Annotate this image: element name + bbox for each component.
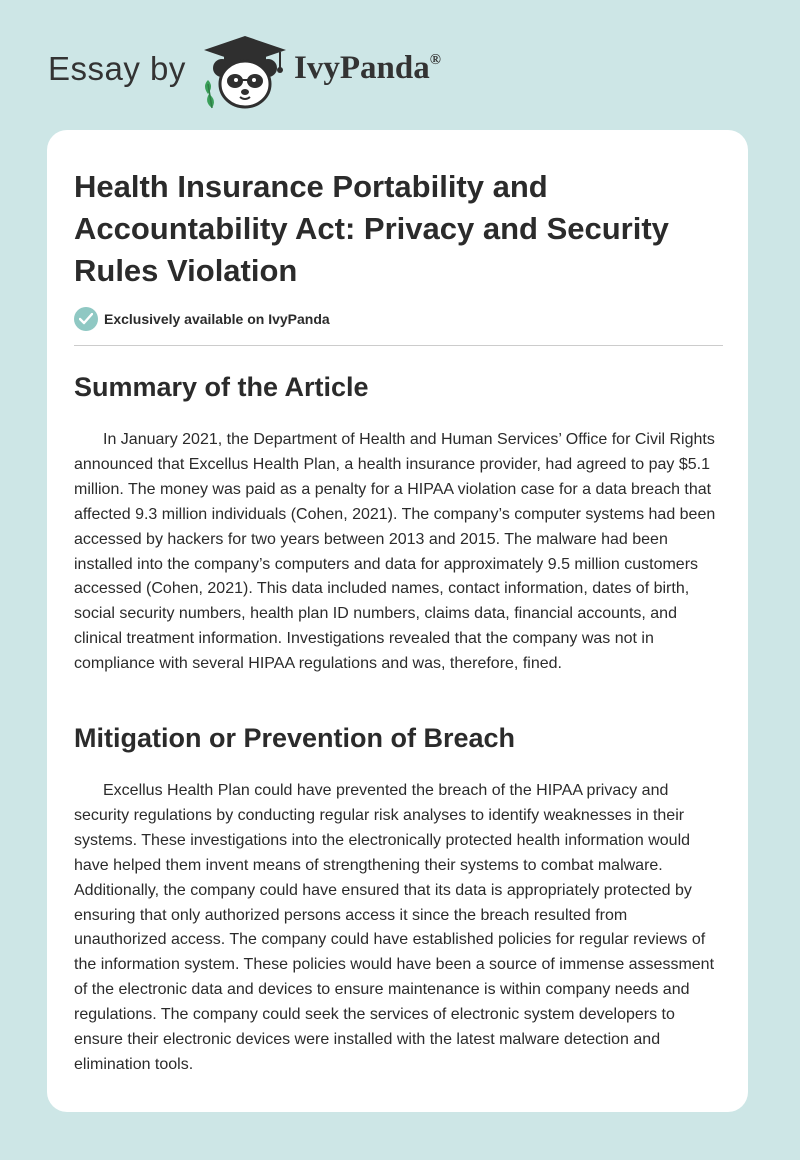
registered-mark: ® [429, 52, 441, 68]
section-heading-summary: Summary of the Article [74, 372, 369, 402]
check-icon [74, 307, 98, 331]
section-heading-mitigation: Mitigation or Prevention of Breach [74, 723, 516, 753]
exclusive-label: Exclusively available on IvyPanda [104, 311, 330, 327]
brand-name[interactable]: IvyPanda® [294, 50, 441, 86]
exclusive-badge [74, 305, 330, 333]
essay-card [47, 130, 748, 1112]
section-body-summary: In January 2021, the Department of Health and Human Services’ Office for Civil Rights announced that Excellus Health Plan, a health insurance provider, had agreed to pay $5.1 million. The money was paid as a penalty for a HIPAA violation case for a data breach that affected 9.3 million individuals (Cohen, 2021). The company’s computer systems had been accessed by hackers for two years between 2013 and 2015. The malware had been installed into the company’s computers and data for approximately 9.5 million customers accessed (Cohen, 2021). This data included names, contact information, dates of birth, social security numbers, health plan ID numbers, claims data, financial accounts, and clinical treatment information. Investigations revealed that the company was not in compliance with several HIPAA regulations and was, therefore, fined. [74, 431, 716, 673]
section-body-mitigation: Excellus Health Plan could have prevented the breach of the HIPAA privacy and security regulations by conducting regular risk analyses to identify weaknesses in their systems. These investigations into the electronically protected health information would have helped them invent means of strengthening their systems to combat malware. Additionally, the company could have ensured that its data is appropriately protected by ensuring that only authorized persons access it since the breach resulted from unauthorized access. The company could have established policies for regular reviews of the information system. These policies would have been a source of immense assessment of the electronic data and devices to ensure maintenance is within company needs and regulations. The company could seek the services of electronic system developers to ensure their electronic devices were installed with the latest malware detection and elimination tools. [74, 782, 715, 1073]
page-title: Health Insurance Portability and Accountability Act: Privacy and Security Rules Violation [74, 169, 669, 288]
divider [74, 345, 723, 346]
essay-by-label: Essay by [48, 50, 186, 87]
panda-mascot-icon [200, 34, 290, 110]
site-header [48, 34, 508, 114]
